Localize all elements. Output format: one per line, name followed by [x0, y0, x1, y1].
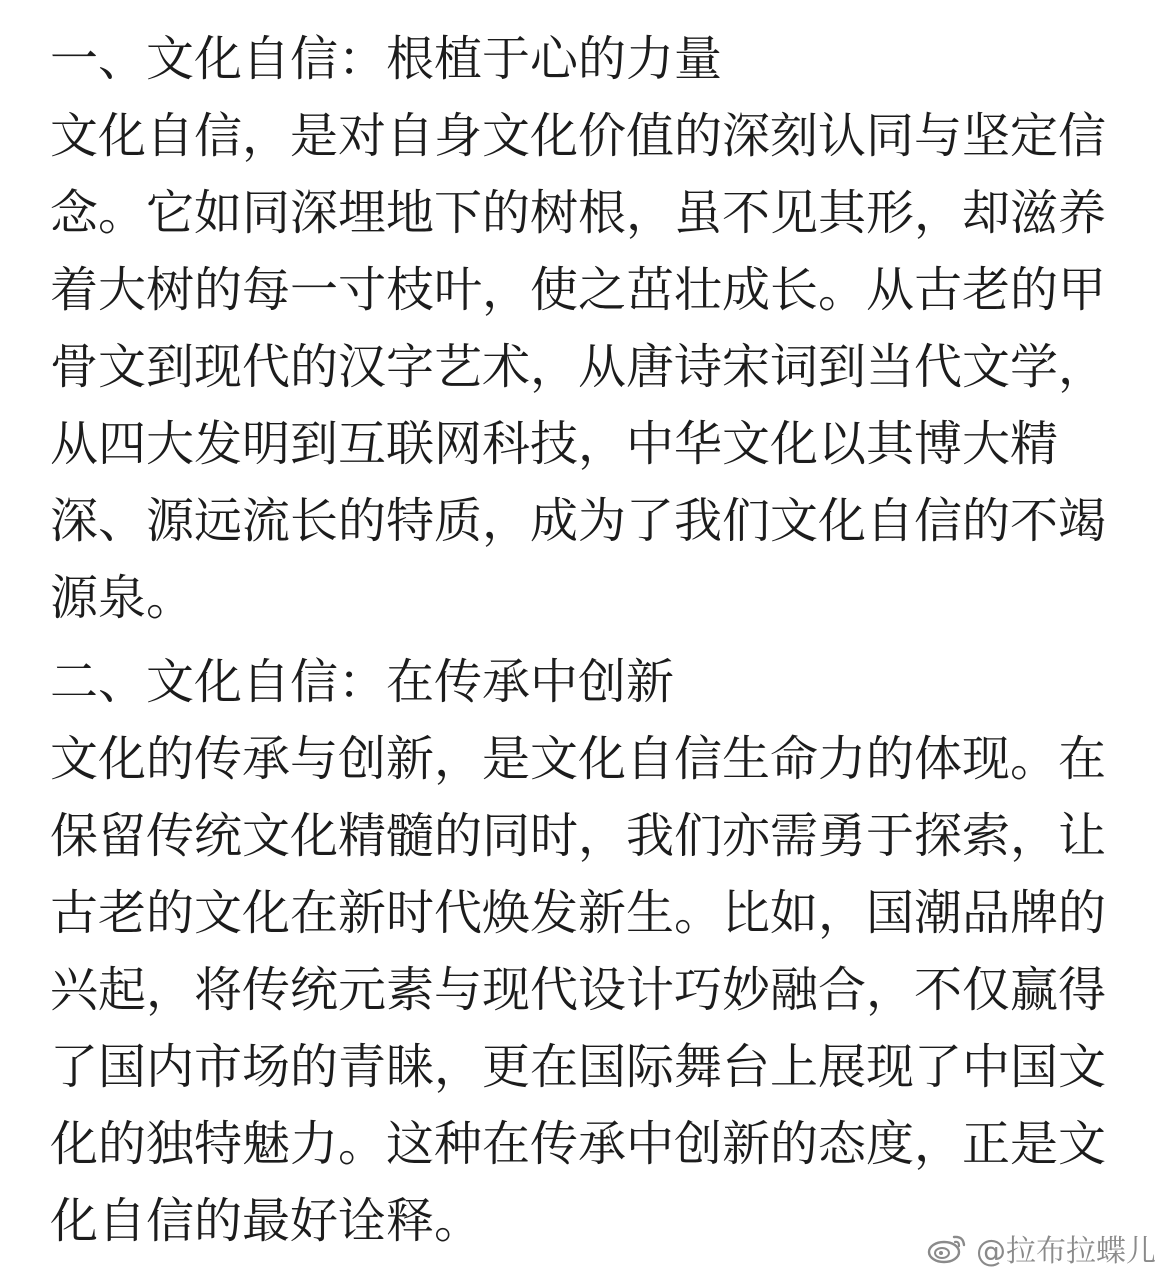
paragraph-line: 从四大发明到互联网科技，中华文化以其博大精: [50, 416, 1059, 472]
paragraph-line: 源泉。: [50, 570, 195, 626]
paragraph-line: 保留传统文化精髓的同时，我们亦需勇于探索，让: [50, 808, 1107, 864]
watermark: [926, 1228, 1156, 1268]
paragraph-line: 兴起，将传统元素与现代设计巧妙融合，不仅赢得: [50, 962, 1107, 1018]
section-heading-2: 二、文化自信：在传承中创新: [50, 654, 675, 710]
paragraph-line: 古老的文化在新时代焕发新生。比如，国潮品牌的: [50, 885, 1107, 941]
weibo-icon: [926, 1231, 970, 1265]
paragraph-line: 着大树的每一寸枝叶，使之茁壮成长。从古老的甲: [50, 262, 1107, 318]
paragraph-line: 骨文到现代的汉字艺术，从唐诗宋词到当代文学，: [50, 339, 1107, 395]
section-heading-1: 一、文化自信：根植于心的力量: [50, 31, 723, 87]
paragraph-line: 文化自信，是对自身文化价值的深刻认同与坚定信: [50, 108, 1107, 164]
paragraph-line: 念。它如同深埋地下的树根，虽不见其形，却滋养: [50, 185, 1107, 241]
paragraph-line: 了国内市场的青睐，更在国际舞台上展现了中国文: [50, 1039, 1107, 1095]
watermark-text: @拉布拉蝶儿: [976, 1234, 1156, 1269]
paragraph-line: 化自信的最好诠释。: [50, 1193, 483, 1249]
paragraph-line: 深、源远流长的特质，成为了我们文化自信的不竭: [50, 493, 1107, 549]
paragraph-line: 文化的传承与创新，是文化自信生命力的体现。在: [50, 731, 1107, 787]
paragraph-line: 化的独特魅力。这种在传承中创新的态度，正是文: [50, 1116, 1107, 1172]
